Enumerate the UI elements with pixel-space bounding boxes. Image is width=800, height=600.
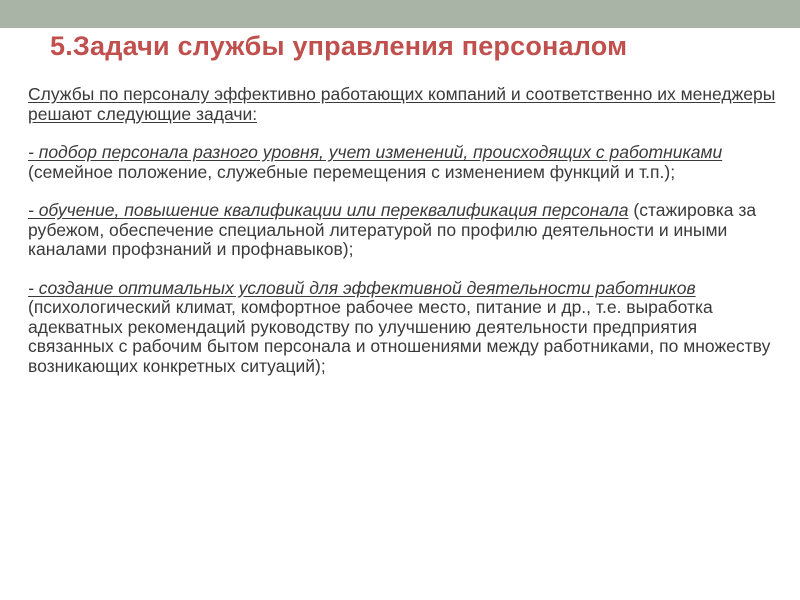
task-item-conditions [28,279,778,377]
task-item-details: (семейное положение, служебные перемещения с изменением функций и т.п.); [28,161,676,182]
task-item-lead: - обучение, повышение квалификации или переквалификация персонала [28,200,629,220]
task-item-lead: - создание оптимальных условий для эффективной деятельности работников [28,277,696,298]
top-bar [0,0,800,28]
task-item-details: (психологический климат, комфортное рабочее место, питание и др., т.е. выработка адекватных рекомендаций руководству по улучшению деятельности предприятия связанных с рабочим бытом персонала и отношениями между работниками, по множеству возникающих конкретных ситуаций); [28,297,771,376]
slide-title: 5.Задачи службы управления персоналом [50,31,628,61]
task-item-training [28,201,778,260]
task-item-lead: - подбор персонала разного уровня, учет изменений, происходящих с работниками [28,142,723,162]
slide-body [28,85,778,395]
task-item-details: (стажировка за рубежом, обеспечение специальной литературой по профилю деятельности и иными каналами профзнаний и профнавыков); [28,200,757,259]
task-item-recruitment [28,143,778,182]
intro-paragraph: Службы по персоналу эффективно работающих компаний и соответственно их менеджеры решают следующие задачи: [28,84,776,124]
